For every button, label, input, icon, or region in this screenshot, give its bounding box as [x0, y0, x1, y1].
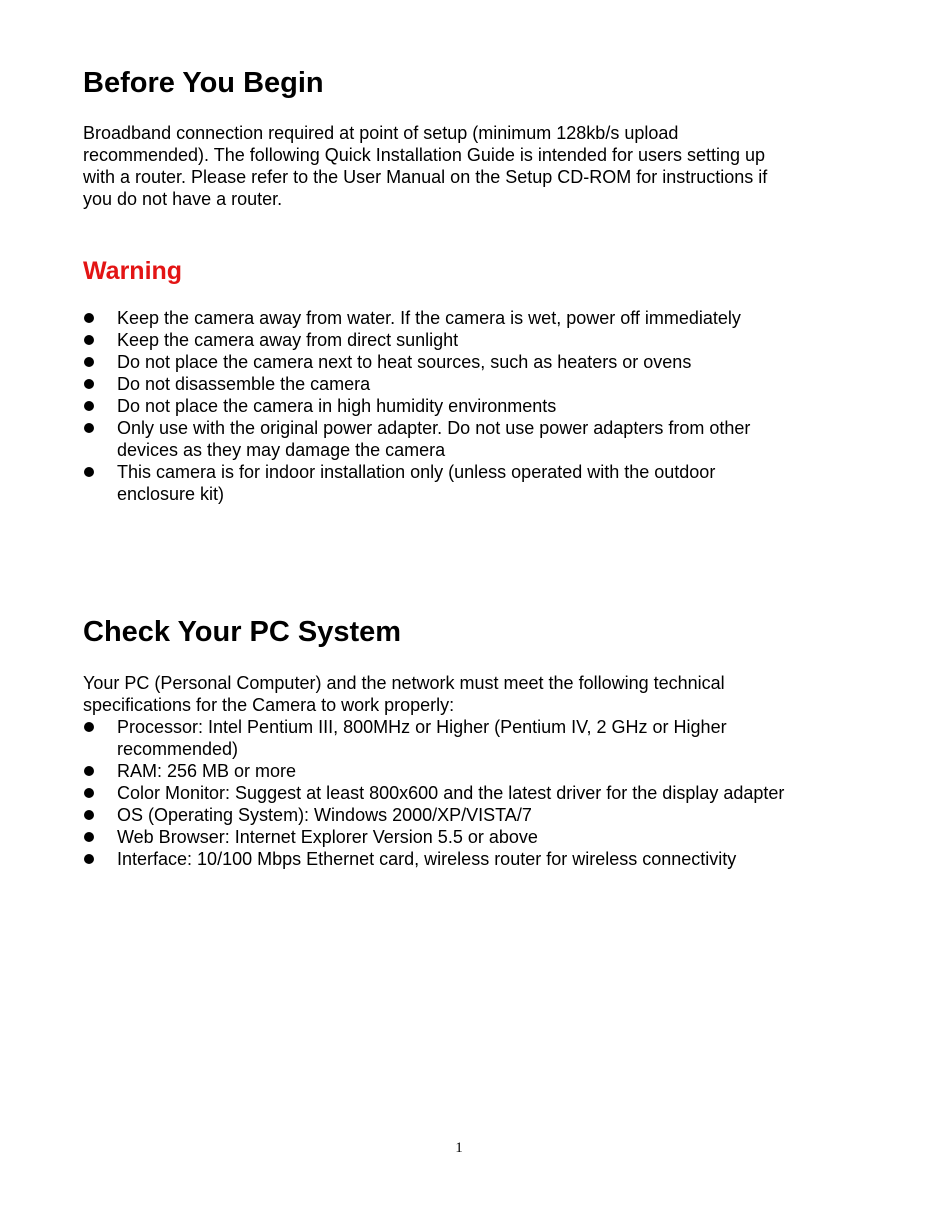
- warning-item: [83, 461, 843, 505]
- warning-item: [83, 395, 843, 417]
- section-title-warning: Warning: [83, 257, 183, 285]
- bullet-icon: [84, 357, 94, 367]
- bullet-icon: [84, 379, 94, 389]
- requirement-item: [83, 848, 843, 870]
- item-line: Do not place the camera in high humidity environments: [117, 396, 557, 416]
- paragraph-line: specifications for the Camera to work properly:: [83, 695, 455, 715]
- item-line: Color Monitor: Suggest at least 800x600 and the latest driver for the display adapter: [117, 783, 785, 803]
- bullet-icon: [84, 788, 94, 798]
- paragraph-line: Broadband connection required at point of setup (minimum 128kb/s upload: [83, 123, 679, 143]
- requirement-item: [83, 782, 843, 804]
- bullet-icon: [84, 401, 94, 411]
- item-line: RAM: 256 MB or more: [117, 761, 297, 781]
- item-line: Do not disassemble the camera: [117, 374, 371, 394]
- bullet-icon: [84, 467, 94, 477]
- item-line: Web Browser: Internet Explorer Version 5.5 or above: [117, 827, 538, 847]
- item-line: Processor: Intel Pentium III, 800MHz or Higher (Pentium IV, 2 GHz or Higher: [117, 717, 727, 737]
- paragraph-line: with a router. Please refer to the User Manual on the Setup CD-ROM for instructions if: [83, 167, 768, 187]
- bullet-icon: [84, 832, 94, 842]
- requirement-item: [83, 716, 843, 760]
- bullet-icon: [84, 854, 94, 864]
- item-line: Keep the camera away from direct sunlight: [117, 330, 459, 350]
- bullet-icon: [84, 810, 94, 820]
- warning-item: [83, 329, 843, 351]
- paragraph-line: you do not have a router.: [83, 189, 283, 209]
- bullet-icon: [84, 766, 94, 776]
- requirement-item: [83, 826, 843, 848]
- item-line: recommended): [117, 739, 239, 759]
- bullet-icon: [84, 313, 94, 323]
- item-line: Interface: 10/100 Mbps Ethernet card, wireless router for wireless connectivity: [117, 849, 737, 869]
- paragraph-line: recommended). The following Quick Installation Guide is intended for users setting up: [83, 145, 766, 165]
- bullet-icon: [84, 423, 94, 433]
- warning-item: [83, 307, 843, 329]
- page-number: 1: [455, 1140, 463, 1156]
- section-title-check-pc: Check Your PC System: [83, 616, 402, 648]
- warning-item: [83, 373, 843, 395]
- requirements-list: [83, 716, 843, 870]
- item-line: Do not place the camera next to heat sources, such as heaters or ovens: [117, 352, 692, 372]
- requirement-item: [83, 760, 843, 782]
- check-pc-intro: [83, 672, 843, 716]
- paragraph-line: Your PC (Personal Computer) and the network must meet the following technical: [83, 673, 725, 693]
- bullet-icon: [84, 335, 94, 345]
- item-line: enclosure kit): [117, 484, 225, 504]
- warning-item: [83, 417, 843, 461]
- section-title-before-you-begin: Before You Begin: [83, 67, 324, 99]
- item-line: devices as they may damage the camera: [117, 440, 446, 460]
- requirement-item: [83, 804, 843, 826]
- bullet-icon: [84, 722, 94, 732]
- before-you-begin-paragraph: [83, 122, 843, 210]
- warning-list: [83, 307, 843, 505]
- item-line: Keep the camera away from water. If the camera is wet, power off immediately: [117, 308, 741, 328]
- item-line: This camera is for indoor installation only (unless operated with the outdoor: [117, 462, 716, 482]
- item-line: Only use with the original power adapter. Do not use power adapters from other: [117, 418, 751, 438]
- item-line: OS (Operating System): Windows 2000/XP/VISTA/7: [117, 805, 532, 825]
- warning-item: [83, 351, 843, 373]
